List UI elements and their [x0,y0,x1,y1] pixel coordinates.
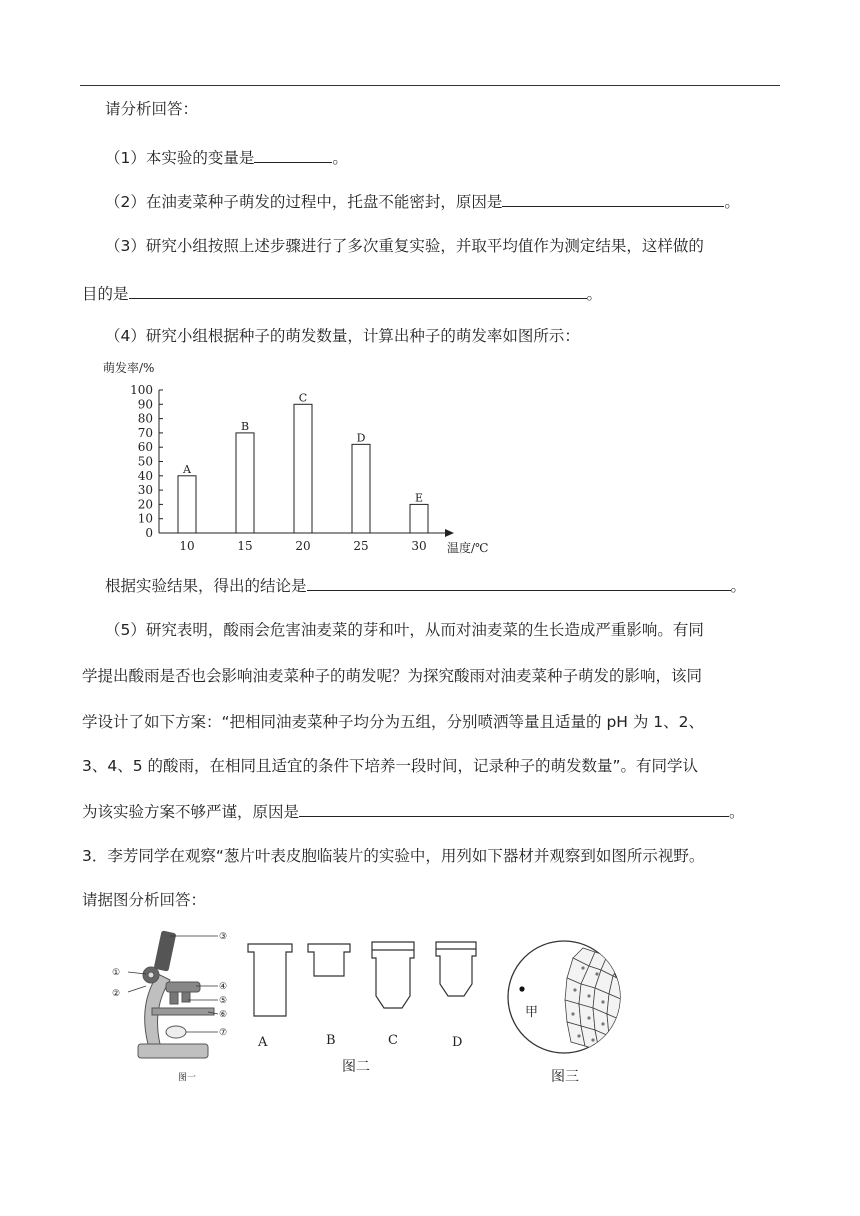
y-tick-label: 10 [137,511,153,526]
problem-3-line2: 请据图分析回答： [82,891,207,909]
y-tick-label: 40 [137,468,153,483]
bar-D [352,444,370,533]
answer-blank-4[interactable] [307,576,731,591]
label-4: ④ [219,982,228,992]
question-4: （4）研究小组根据种子的萌发数量，计算出种子的萌发率如图所示： [105,327,580,345]
y-tick-label: 20 [137,497,153,512]
answer-blank-1[interactable] [254,148,332,163]
microscope-base [138,1044,208,1058]
eyepiece-a [248,944,292,1016]
problem-3-line1: 3．李芳同学在观察“葱片叶表皮胞临装片的实验中，用列如下器材并观察到如图所示视野。 [82,847,705,865]
fig3-caption: 图三 [551,1069,579,1085]
answer-blank-3[interactable] [129,284,587,299]
y-tick-label: 60 [137,440,153,455]
question-5-line3: 学设计了如下方案：“把相同油麦菜种子均分为五组，分别喷洒等量且适量的 pH 为 1、2、 [82,713,705,731]
label-2: ② [112,989,121,999]
y-tick-label: 70 [137,425,153,440]
label-1: ① [112,968,121,978]
lens-label-a: A [258,1035,268,1050]
label-5: ⑤ [219,996,228,1006]
answer-blank-5[interactable] [299,802,729,817]
x-tick-label: 15 [237,539,253,553]
bar-label: A [183,462,191,476]
x-axis-arrow [445,529,454,537]
question-5-line1: （5）研究表明，酸雨会危害油麦菜的芽和叶，从而对油麦菜的生长造成严重影响。有同 [105,621,704,639]
y-tick-label: 80 [137,411,153,426]
question-3-line1: （3）研究小组按照上述步骤进行了多次重复实验，并取平均值作为测定结果，这样做的 [105,237,704,255]
question-1-text: （1）本实验的变量是 [105,149,255,167]
microscope-mirror [166,1026,186,1038]
objective-c [372,942,414,1008]
microscope-nosepiece [166,982,200,992]
bar-label: E [414,491,424,505]
question-2-text: （2）在油麦菜种子萌发的过程中，托盘不能密封，原因是 [105,193,503,211]
y-axis-label: 萌发率/% [103,361,155,375]
question-5-line4: 3、4、5 的酸雨，在相同且适宜的条件下培养一段时间，记录种子的萌发数量”。有同学认 [82,757,699,775]
x-tick-label: 30 [411,539,427,553]
question-1: （1）本实验的变量是 。 [105,149,348,167]
y-tick-label: 30 [137,483,153,498]
eyepiece-b [308,944,350,976]
x-tick-label: 10 [179,539,195,553]
microscope-figure [108,924,238,1084]
fig1-caption: 图一 [178,1073,197,1083]
x-tick-label: 25 [353,539,369,553]
question-4-conclusion: 根据实验结果，得出的结论是 。 [105,577,747,595]
field-of-view-figure [505,938,625,1058]
label-7: ⑦ [219,1028,228,1038]
y-tick-label: 0 [145,526,153,540]
x-axis-label: 温度/℃ [447,541,489,555]
label-3: ③ [219,932,228,942]
germination-bar-chart [95,356,489,556]
header-rule [80,85,780,86]
lens-label-d: D [452,1035,463,1050]
bar-A [178,476,196,533]
bar-label: D [356,431,366,445]
fov-label: 甲 [525,1005,539,1020]
answer-blank-2[interactable] [502,192,724,207]
y-tick-label: 100 [130,383,153,397]
bar-E [410,504,428,533]
intro-text: 请分析回答： [105,100,199,118]
fig2-caption: 图二 [342,1059,370,1075]
lens-figure [240,936,500,1076]
bar-label: B [240,419,250,433]
bar-B [236,433,254,533]
bar-label: C [298,391,308,405]
lens-label-b: B [326,1033,336,1048]
onion-cells [565,948,625,1056]
microscope-eyepiece [154,931,176,971]
bar-C [294,404,312,533]
object-dot [519,986,524,991]
question-2: （2）在油麦菜种子萌发的过程中，托盘不能密封，原因是 。 [105,193,740,211]
question-5-line5: 为该实验方案不够严谨，原因是 。 [82,803,745,821]
question-3-line2: 目的是 。 [82,285,603,303]
y-tick-label: 50 [137,454,153,469]
objective-lens [170,992,178,1004]
question-5-line2: 学提出酸雨是否也会影响油麦菜种子的萌发呢？为探究酸雨对油麦菜种子萌发的影响，该同 [82,667,703,685]
x-tick-label: 20 [295,539,311,553]
objective-d [436,942,476,996]
lens-label-c: C [388,1033,398,1048]
label-6: ⑥ [219,1010,228,1020]
y-tick-label: 90 [137,397,153,412]
microscope-stage [152,1008,214,1015]
